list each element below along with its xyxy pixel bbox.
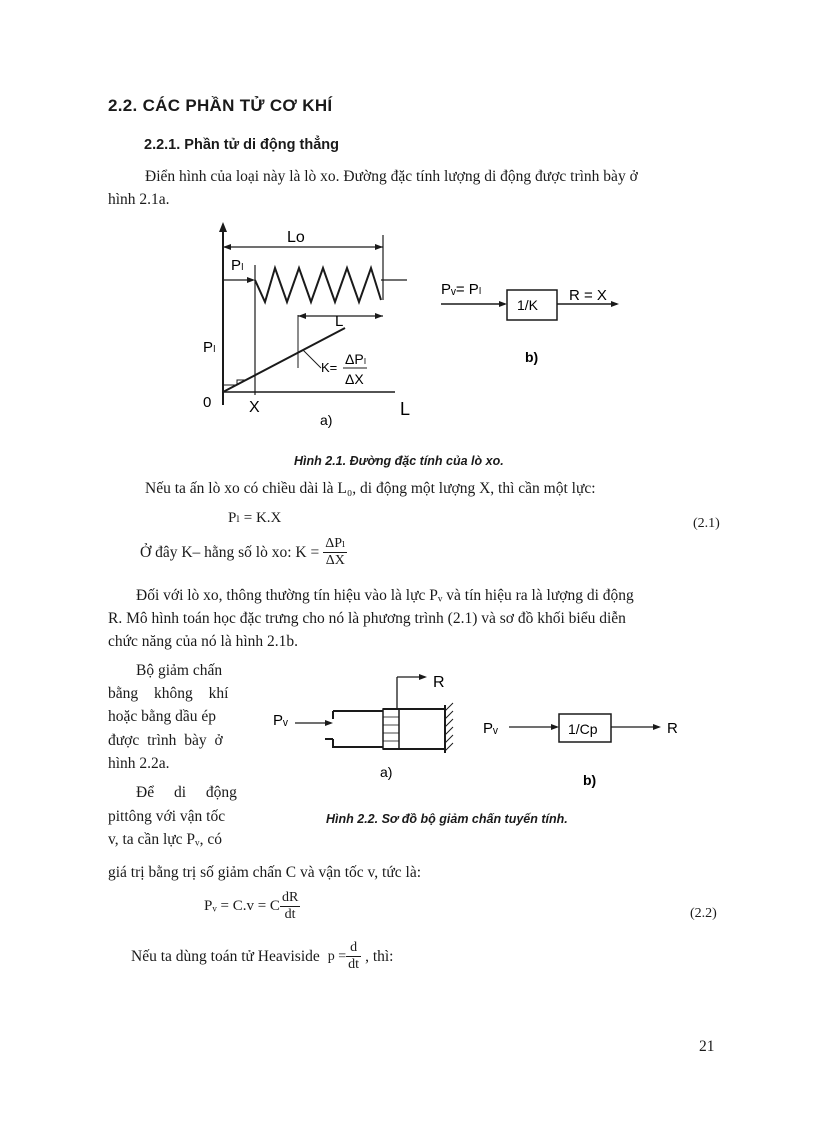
paragraph-line: Nếu ta ấn lò xo có chiều dài là L₀, di động một lượng X, thì cần một lực:: [145, 480, 596, 497]
label-X: X: [249, 399, 260, 416]
side-line: v, ta cần lực Pᵥ, có: [108, 831, 222, 848]
side-line: Bộ giảm chấn: [136, 662, 223, 679]
figure-spring-characteristic: [195, 220, 635, 435]
paragraph-line: R. Mô hình toán học đặc trưng cho nó là phương trình (2.1) và sơ đồ khối biểu diễn: [108, 610, 626, 627]
side-line: Để di động: [136, 784, 237, 801]
equation-2-1: Pₗ = K.X: [228, 510, 282, 526]
block-text: 1/K: [517, 297, 539, 313]
section-heading: 2.2. CÁC PHẦN TỬ CƠ KHÍ: [108, 96, 333, 115]
k-numerator: ΔPₗ: [325, 536, 346, 551]
eq2-denominator: dt: [284, 907, 296, 922]
paragraph-line: hình 2.1a.: [108, 191, 170, 208]
paragraph-line: chức năng của nó là hình 2.1b.: [108, 633, 299, 650]
label-b: b): [583, 772, 597, 788]
heaviside-text: Nếu ta dùng toán tử Heaviside: [131, 947, 320, 965]
paragraph-line: Điển hình của loại này là lò xo. Đường đặc tính lượng di động được trình bày ở: [145, 168, 638, 185]
eq2-numerator: dR: [281, 890, 299, 905]
equation-number: (2.2): [690, 906, 717, 921]
block-output-label: R: [667, 720, 678, 737]
paragraph-line: giá trị bằng trị số giảm chấn C và vận tốc v, tức là:: [108, 864, 422, 881]
label-Pl-top: Pₗ: [231, 257, 244, 274]
side-line: được trình bày ở: [108, 732, 223, 749]
label-L-axis: L: [400, 399, 411, 419]
heaviside-numerator: d: [346, 940, 361, 957]
heaviside-line: [131, 940, 393, 973]
block-input-label: Pᵥ= Pₗ: [441, 281, 482, 298]
label-K-num: ΔPₗ: [345, 351, 367, 367]
block-input-label: Pᵥ: [483, 720, 498, 737]
k-definition: [140, 536, 347, 569]
eq2-left: Pᵥ = C.v = C: [204, 898, 280, 914]
heaviside-fraction: [346, 940, 361, 973]
eq2-fraction: [280, 890, 300, 923]
heaviside-suffix: , thì:: [365, 947, 394, 965]
figure-caption: Hình 2.1. Đường đặc tính của lò xo.: [294, 454, 504, 468]
equation-2-2: [204, 890, 300, 923]
y-axis-arrow: [219, 222, 227, 232]
page-number: 21: [699, 1038, 715, 1055]
label-R-top: R: [433, 674, 445, 691]
k-definition-text: Ở đây K– hằng số lò xo: K =: [140, 543, 320, 561]
block-text: 1/Cp: [568, 721, 598, 737]
piston: [383, 709, 399, 749]
block-output-label: R = X: [569, 287, 607, 304]
heaviside-p: p =: [327, 948, 347, 964]
label-Lo: Lo: [287, 229, 305, 246]
label-Pv: Pᵥ: [273, 712, 288, 729]
spring-zigzag: [255, 268, 381, 302]
label-Pl-axis: Pₗ: [203, 339, 216, 356]
label-b: b): [525, 349, 539, 365]
label-K: K=: [321, 360, 338, 375]
figure-damper: [265, 665, 695, 795]
paragraph-line: Đối với lò xo, thông thường tín hiệu vào là lực Pᵥ và tín hiệu ra là lượng di động: [136, 587, 634, 604]
subsection-heading: 2.2.1. Phần tử di động thẳng: [144, 137, 339, 153]
k-fraction: [323, 536, 347, 569]
label-L-mid: L: [335, 313, 344, 330]
label-origin: 0: [203, 394, 212, 411]
k-denominator: ΔX: [325, 553, 345, 568]
label-a: a): [380, 764, 393, 780]
side-line: hoặc bằng dầu ép: [108, 708, 217, 725]
figure-caption: Hình 2.2. Sơ đồ bộ giảm chấn tuyến tính.: [326, 812, 568, 826]
label-K-den: ΔX: [345, 371, 364, 387]
label-a: a): [320, 412, 333, 428]
side-line: hình 2.2a.: [108, 755, 170, 772]
side-line: bằng không khí: [108, 685, 229, 702]
equation-number: (2.1): [693, 516, 720, 531]
heaviside-denominator: dt: [348, 957, 360, 972]
side-line: pittông với vận tốc: [108, 808, 226, 825]
